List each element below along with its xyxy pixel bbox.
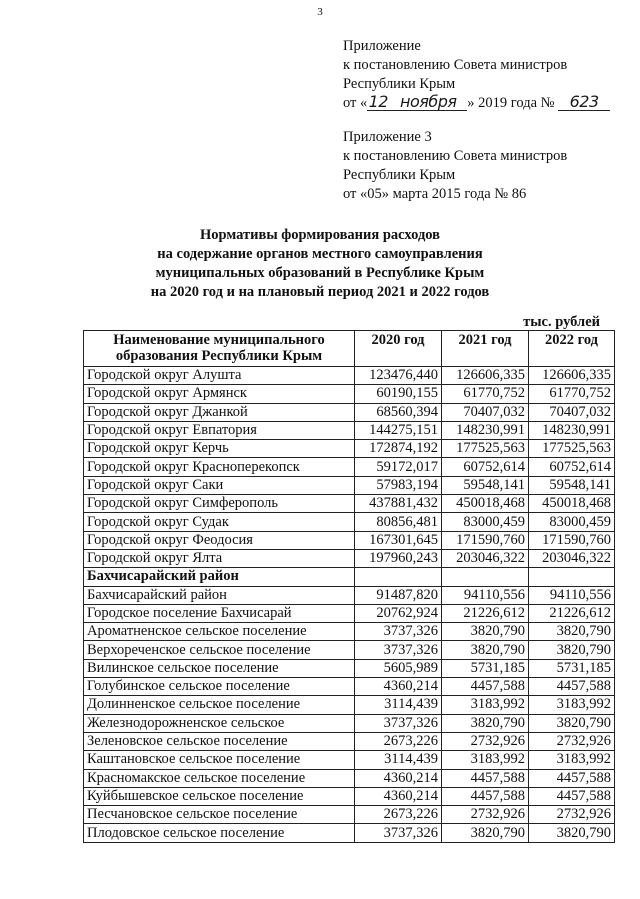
title-line3: муниципальных образований в Республике Крым <box>155 265 485 281</box>
value-2022-cell: 203046,322 <box>529 549 615 567</box>
municipality-name-cell: Городской округ Евпатория <box>84 421 355 439</box>
value-2021-cell: 3820,790 <box>442 623 529 641</box>
municipality-name-cell: Городской округ Судак <box>84 513 355 531</box>
value-2022-cell: 5731,185 <box>529 659 615 677</box>
municipality-name-cell: Ароматненское сельское поселение <box>84 623 355 641</box>
municipality-name-cell: Долинненское сельское поселение <box>84 696 355 714</box>
title-line4: на 2020 год и на плановый период 2021 и 2022 годов <box>150 284 490 300</box>
value-2022-cell: 60752,614 <box>529 458 615 476</box>
header-2021: 2021 год <box>442 331 529 367</box>
table-row <box>84 769 615 787</box>
value-2020-cell: 59172,017 <box>355 458 442 476</box>
value-2020-cell: 144275,151 <box>355 421 442 439</box>
value-2020-cell: 4360,214 <box>355 769 442 787</box>
value-2021-cell: 3820,790 <box>442 824 529 842</box>
group-empty-2021 <box>442 568 529 586</box>
value-2021-cell: 148230,991 <box>442 421 529 439</box>
value-2020-cell: 60190,155 <box>355 385 442 403</box>
table-row <box>84 696 615 714</box>
table-header-row <box>84 331 615 367</box>
header-municipality: Наименование муниципального образования Республики Крым <box>84 331 355 367</box>
table-row <box>84 678 615 696</box>
table-group-row <box>84 568 615 586</box>
municipality-name-cell: Красномакское сельское поселение <box>84 769 355 787</box>
appendix-3-line1: Приложение 3 <box>343 129 432 145</box>
value-2020-cell: 197960,243 <box>355 549 442 567</box>
appendix-3-header <box>343 128 633 204</box>
value-2022-cell: 94110,556 <box>529 586 615 604</box>
value-2021-cell: 2732,926 <box>442 806 529 824</box>
handwritten-number: 623 <box>558 94 610 111</box>
document-title <box>60 226 580 302</box>
value-2022-cell: 148230,991 <box>529 421 615 439</box>
table-row <box>84 549 615 567</box>
value-2022-cell: 4457,588 <box>529 769 615 787</box>
value-2020-cell: 3737,326 <box>355 824 442 842</box>
value-2021-cell: 70407,032 <box>442 403 529 421</box>
value-2022-cell: 4457,588 <box>529 787 615 805</box>
value-2022-cell: 3183,992 <box>529 751 615 769</box>
value-2022-cell: 126606,335 <box>529 367 615 385</box>
value-2020-cell: 2673,226 <box>355 806 442 824</box>
value-2021-cell: 203046,322 <box>442 549 529 567</box>
value-2022-cell: 171590,760 <box>529 531 615 549</box>
value-2022-cell: 59548,141 <box>529 476 615 494</box>
table-row <box>84 641 615 659</box>
table-row <box>84 806 615 824</box>
table-row <box>84 440 615 458</box>
value-2020-cell: 437881,432 <box>355 495 442 513</box>
appendix-1-header <box>343 37 633 113</box>
value-2021-cell: 3183,992 <box>442 696 529 714</box>
value-2021-cell: 60752,614 <box>442 458 529 476</box>
value-2020-cell: 5605,989 <box>355 659 442 677</box>
municipality-name-cell: Зеленовское сельское поселение <box>84 732 355 750</box>
value-2022-cell: 450018,468 <box>529 495 615 513</box>
table-row <box>84 732 615 750</box>
municipality-name-cell: Железнодорожненское сельское <box>84 714 355 732</box>
value-2021-cell: 450018,468 <box>442 495 529 513</box>
value-2020-cell: 2673,226 <box>355 732 442 750</box>
table-row <box>84 403 615 421</box>
value-2021-cell: 61770,752 <box>442 385 529 403</box>
table-row <box>84 367 615 385</box>
value-2021-cell: 3183,992 <box>442 751 529 769</box>
table-row <box>84 623 615 641</box>
units-label: тыс. рублей <box>523 314 600 330</box>
appendix-1-date-line <box>343 94 633 113</box>
page-number: 3 <box>317 6 323 18</box>
appendix-1-line2: к постановлению Совета министров <box>343 57 568 73</box>
table-row <box>84 421 615 439</box>
value-2022-cell: 70407,032 <box>529 403 615 421</box>
table-row <box>84 787 615 805</box>
municipality-name-cell: Городской округ Алушта <box>84 367 355 385</box>
value-2021-cell: 5731,185 <box>442 659 529 677</box>
municipality-name-cell: Городской округ Армянск <box>84 385 355 403</box>
municipality-name-cell: Городской округ Саки <box>84 476 355 494</box>
value-2021-cell: 3820,790 <box>442 714 529 732</box>
handwritten-month: ноября <box>389 94 467 111</box>
table-row <box>84 659 615 677</box>
value-2020-cell: 4360,214 <box>355 787 442 805</box>
value-2021-cell: 83000,459 <box>442 513 529 531</box>
table-row <box>84 824 615 842</box>
table-row <box>84 476 615 494</box>
budget-norms-table <box>83 330 615 843</box>
date-mid: » 2019 года № <box>467 95 555 111</box>
value-2021-cell: 177525,563 <box>442 440 529 458</box>
municipality-name-cell: Бахчисарайский район <box>84 586 355 604</box>
value-2021-cell: 4457,588 <box>442 769 529 787</box>
value-2022-cell: 21226,612 <box>529 604 615 622</box>
group-empty-2022 <box>529 568 615 586</box>
value-2020-cell: 3114,439 <box>355 696 442 714</box>
value-2020-cell: 3737,326 <box>355 623 442 641</box>
municipality-name-cell: Городской округ Феодосия <box>84 531 355 549</box>
appendix-3-line4: от «05» марта 2015 года № 86 <box>343 186 527 202</box>
municipality-name-cell: Куйбышевское сельское поселение <box>84 787 355 805</box>
municipality-name-cell: Каштановское сельское поселение <box>84 751 355 769</box>
value-2022-cell: 83000,459 <box>529 513 615 531</box>
municipality-name-cell: Городское поселение Бахчисарай <box>84 604 355 622</box>
table-row <box>84 751 615 769</box>
date-prefix: от « <box>343 95 368 111</box>
appendix-3-line2: к постановлению Совета министров <box>343 148 568 164</box>
value-2020-cell: 20762,924 <box>355 604 442 622</box>
appendix-1-line3: Республики Крым <box>343 76 456 92</box>
value-2021-cell: 171590,760 <box>442 531 529 549</box>
value-2020-cell: 3737,326 <box>355 714 442 732</box>
handwritten-day: 12 <box>368 92 388 111</box>
table-row <box>84 714 615 732</box>
value-2021-cell: 2732,926 <box>442 732 529 750</box>
value-2020-cell: 123476,440 <box>355 367 442 385</box>
value-2022-cell: 3183,992 <box>529 696 615 714</box>
value-2022-cell: 177525,563 <box>529 440 615 458</box>
value-2020-cell: 172874,192 <box>355 440 442 458</box>
municipality-name-cell: Верхореченское сельское поселение <box>84 641 355 659</box>
value-2020-cell: 80856,481 <box>355 513 442 531</box>
municipality-name-cell: Вилинское сельское поселение <box>84 659 355 677</box>
appendix-3-line3: Республики Крым <box>343 167 456 183</box>
value-2020-cell: 91487,820 <box>355 586 442 604</box>
value-2020-cell: 68560,394 <box>355 403 442 421</box>
municipality-name-cell: Городской округ Джанкой <box>84 403 355 421</box>
municipality-name-cell: Городской округ Ялта <box>84 549 355 567</box>
value-2022-cell: 4457,588 <box>529 678 615 696</box>
table-row <box>84 531 615 549</box>
municipality-name-cell: Песчановское сельское поселение <box>84 806 355 824</box>
group-name-cell: Бахчисарайский район <box>84 568 355 586</box>
value-2022-cell: 2732,926 <box>529 732 615 750</box>
table-row <box>84 513 615 531</box>
value-2021-cell: 21226,612 <box>442 604 529 622</box>
value-2022-cell: 3820,790 <box>529 824 615 842</box>
group-empty-2020 <box>355 568 442 586</box>
value-2022-cell: 3820,790 <box>529 623 615 641</box>
table-row <box>84 586 615 604</box>
value-2021-cell: 4457,588 <box>442 787 529 805</box>
value-2021-cell: 126606,335 <box>442 367 529 385</box>
table-row <box>84 385 615 403</box>
value-2021-cell: 59548,141 <box>442 476 529 494</box>
value-2021-cell: 94110,556 <box>442 586 529 604</box>
table-row <box>84 458 615 476</box>
value-2022-cell: 61770,752 <box>529 385 615 403</box>
header-2022: 2022 год <box>529 331 615 367</box>
value-2020-cell: 57983,194 <box>355 476 442 494</box>
appendix-1-line1: Приложение <box>343 38 421 54</box>
value-2020-cell: 3114,439 <box>355 751 442 769</box>
municipality-name-cell: Плодовское сельское поселение <box>84 824 355 842</box>
value-2022-cell: 2732,926 <box>529 806 615 824</box>
value-2020-cell: 167301,645 <box>355 531 442 549</box>
value-2020-cell: 3737,326 <box>355 641 442 659</box>
table-body <box>84 367 615 843</box>
municipality-name-cell: Городской округ Керчь <box>84 440 355 458</box>
value-2022-cell: 3820,790 <box>529 714 615 732</box>
value-2021-cell: 3820,790 <box>442 641 529 659</box>
municipality-name-cell: Голубинское сельское поселение <box>84 678 355 696</box>
table-row <box>84 495 615 513</box>
value-2021-cell: 4457,588 <box>442 678 529 696</box>
municipality-name-cell: Городской округ Красноперекопск <box>84 458 355 476</box>
table-row <box>84 604 615 622</box>
municipality-name-cell: Городской округ Симферополь <box>84 495 355 513</box>
value-2020-cell: 4360,214 <box>355 678 442 696</box>
value-2022-cell: 3820,790 <box>529 641 615 659</box>
header-2020: 2020 год <box>355 331 442 367</box>
title-line1: Нормативы формирования расходов <box>200 227 440 243</box>
title-line2: на содержание органов местного самоуправления <box>157 246 483 262</box>
